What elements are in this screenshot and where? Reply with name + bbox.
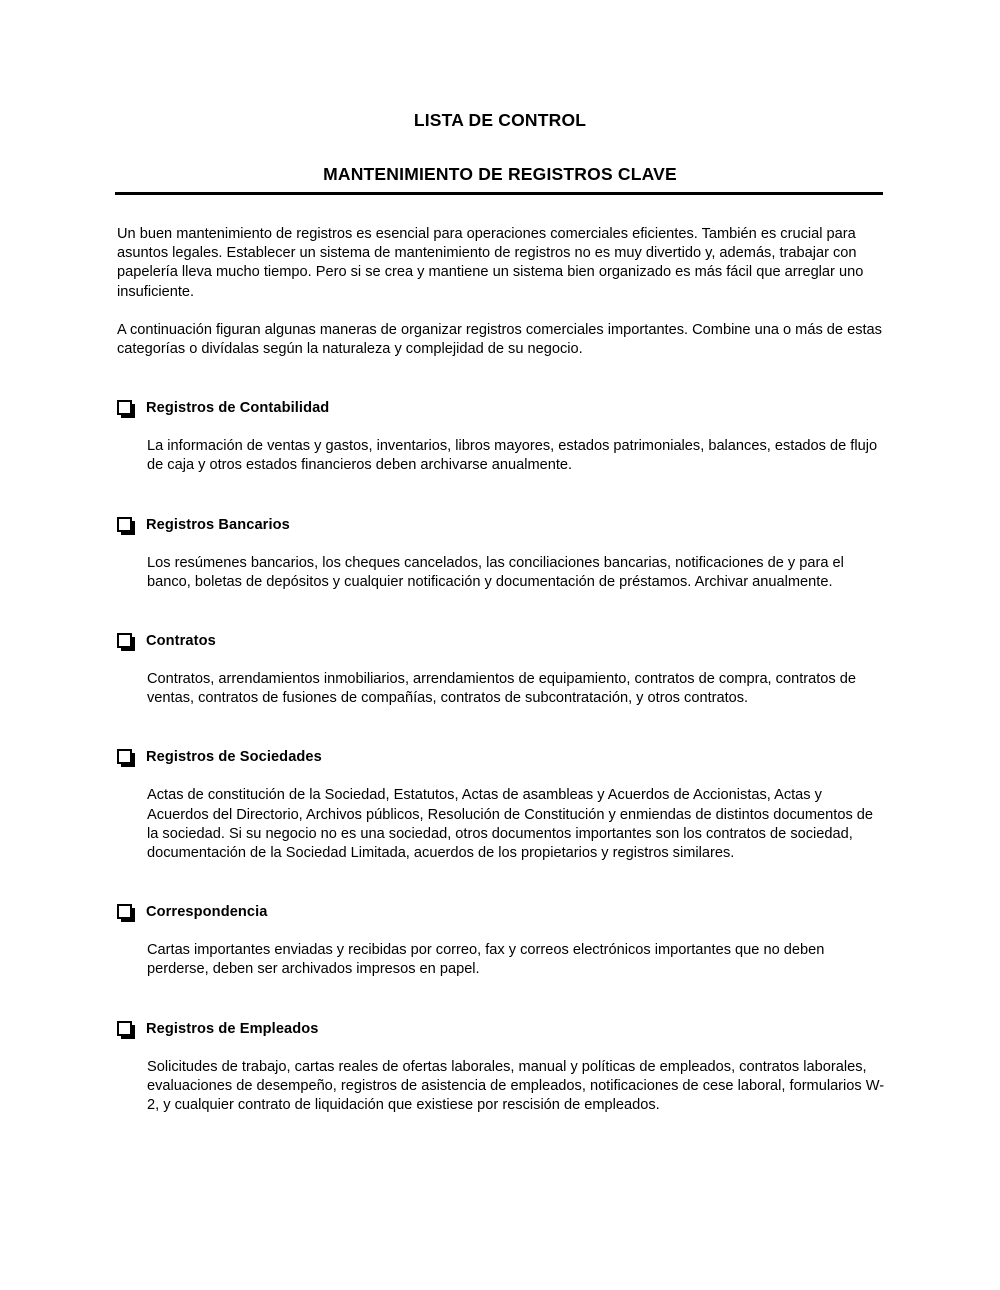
checklist-item-description: Cartas importantes enviadas y recibidas por correo, fax y correos electrónicos importantes que no deben perderse, deben ser archivados impresos en papel. [147,942,825,978]
checklist-item-header[interactable] [117,399,885,418]
checklist-item-header[interactable] [117,516,885,535]
checklist-item-header[interactable] [117,1020,885,1039]
checklist-section-bancarios [117,516,885,592]
checklist-section-contratos [117,632,885,708]
checklist-item-title: Contratos [146,633,216,650]
checklist-section-sociedades [117,748,885,863]
checklist-item-description: Los resúmenes bancarios, los cheques cancelados, las conciliaciones bancarias, notificaciones de y para el banco, boletas de depósitos y cualquier notificación y documentación de préstamos. Archivar anualmente. [147,554,844,590]
document-body [0,225,885,1115]
checklist-item-header[interactable] [117,903,885,922]
checkbox-icon[interactable] [117,517,135,535]
title-block [0,0,1000,184]
checklist-item-description: Actas de constitución de la Sociedad, Estatutos, Actas de asambleas y Acuerdos de Accionistas, Actas y Acuerdos del Directorio, Archivos públicos, Resolución de Constitución y enmiendas de distintos documentos de la sociedad. Si su negocio no es una sociedad, otros documentos importantes son los contratos de sociedad, documentación de la Sociedad Limitada, acuerdos de los propietarios y registros similares. [147,787,874,862]
intro-paragraph-2: A continuación figuran algunas maneras de organizar registros comerciales importantes. Combine una o más de estas categorías o divídalas según la naturaleza y complejidad de su negocio. [117,321,882,358]
checkbox-icon[interactable] [117,749,135,767]
checklist-item-title: Registros de Contabilidad [146,400,330,417]
intro-paragraph-1: Un buen mantenimiento de registros es esencial para operaciones comerciales eficientes. También es crucial para asuntos legales. Establecer un sistema de mantenimiento de registros no es muy divertido y, además, trabajar con papelería lleva mucho tiempo. Pero si se crea y mantiene un sistema bien organizado es más fácil que arreglar uno insuficiente. [117,226,864,300]
checklist-item-title: Registros de Empleados [146,1020,319,1037]
checklist-section-contabilidad [117,399,885,475]
checklist-item-title: Registros de Sociedades [146,749,322,766]
checklist-item-description: La información de ventas y gastos, inventarios, libros mayores, estados patrimoniales, balances, estados de flujo de caja y otros estados financieros deben archivarse anualmente. [147,438,878,474]
checkbox-icon[interactable] [117,1021,135,1039]
checklist-section-correspondencia [117,903,885,979]
checklist-item-header[interactable] [117,748,885,767]
checklist-item-title: Registros Bancarios [146,516,290,533]
page-title: LISTA DE CONTROL [413,110,587,130]
checklist-section-empleados [117,1020,885,1116]
checklist-item-description: Solicitudes de trabajo, cartas reales de ofertas laborales, manual y políticas de empleados, contratos laborales, evaluaciones de desempeño, registros de asistencia de empleados, notificaciones de cese laboral, formularios W-2, y cualquier contrato de liquidación que existiese por rescisión de empleados. [147,1058,885,1114]
page-subtitle: MANTENIMIENTO DE REGISTROS CLAVE [323,164,677,184]
checkbox-icon[interactable] [117,633,135,651]
checklist-item-description: Contratos, arrendamientos inmobiliarios, arrendamientos de equipamiento, contratos de compra, contratos de ventas, contratos de fusiones de compañías, contratos de subcontratación, y otros contratos. [147,671,856,707]
header-divider [115,192,883,195]
checkbox-icon[interactable] [117,904,135,922]
checklist-item-header[interactable] [117,632,885,651]
checklist-item-title: Correspondencia [146,904,268,921]
checkbox-icon[interactable] [117,400,135,418]
